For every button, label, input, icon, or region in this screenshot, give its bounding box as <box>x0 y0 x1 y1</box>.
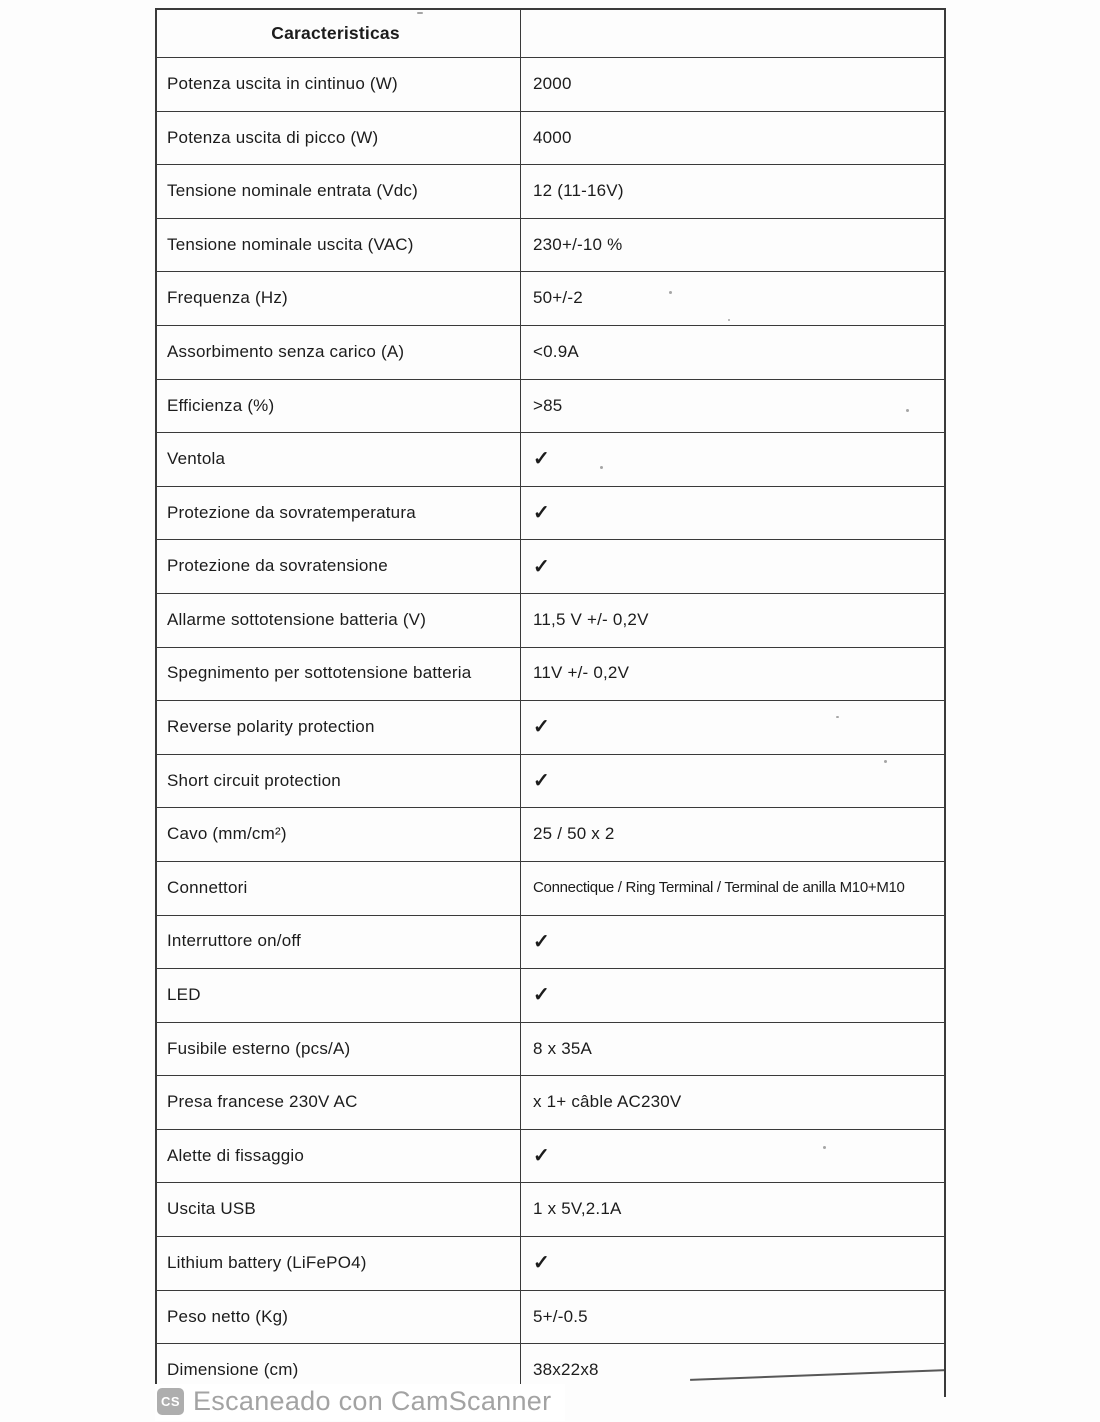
table-row <box>157 1290 944 1344</box>
row-label: Presa francese 230V AC <box>157 1076 521 1129</box>
row-label: LED <box>157 969 521 1022</box>
table-header-row <box>157 10 944 57</box>
row-label: Dimensione (cm) <box>157 1344 521 1397</box>
row-label: Connettori <box>157 862 521 915</box>
row-value: ✓ <box>533 555 550 578</box>
row-label: Potenza uscita in cintinuo (W) <box>157 58 521 111</box>
table-row <box>157 968 944 1022</box>
row-value: ✓ <box>533 716 550 739</box>
table-row <box>157 1129 944 1183</box>
row-label: Potenza uscita di picco (W) <box>157 112 521 165</box>
table-row <box>157 861 944 915</box>
row-value: 25 / 50 x 2 <box>533 824 615 844</box>
row-label: Fusibile esterno (pcs/A) <box>157 1023 521 1076</box>
scan-speck <box>669 291 672 294</box>
table-row <box>157 647 944 701</box>
row-value: 2000 <box>533 73 572 93</box>
row-value: 5+/-0.5 <box>533 1306 588 1326</box>
table-row <box>157 486 944 540</box>
table-row <box>157 915 944 969</box>
row-value: Connectique / Ring Terminal / Terminal de anilla M10+M10 <box>533 878 905 896</box>
table-row <box>157 164 944 218</box>
table-row <box>157 807 944 861</box>
row-label: Peso netto (Kg) <box>157 1291 521 1344</box>
table-row <box>157 700 944 754</box>
row-value: 50+/-2 <box>533 288 583 308</box>
row-label: Reverse polarity protection <box>157 701 521 754</box>
table-row <box>157 1236 944 1290</box>
table-row <box>157 593 944 647</box>
scan-speck <box>823 1146 826 1149</box>
row-value: 38x22x8 <box>533 1360 599 1380</box>
row-value: 8 x 35A <box>533 1038 593 1058</box>
table-row <box>157 1075 944 1129</box>
camscanner-watermark <box>155 1384 565 1421</box>
spec-table-rows <box>157 57 944 1397</box>
table-row <box>157 539 944 593</box>
row-value: ✓ <box>533 448 550 471</box>
row-label: Short circuit protection <box>157 755 521 808</box>
scan-speck <box>836 716 839 718</box>
table-header-label: Caracteristicas <box>157 10 521 57</box>
table-row <box>157 1022 944 1076</box>
row-label: Ventola <box>157 433 521 486</box>
row-label: Protezione da sovratensione <box>157 540 521 593</box>
row-value: 11,5 V +/- 0,2V <box>533 609 649 629</box>
row-value: ✓ <box>533 1145 550 1168</box>
row-value: ✓ <box>533 1252 550 1275</box>
row-label: Frequenza (Hz) <box>157 272 521 325</box>
row-value: ✓ <box>533 984 550 1007</box>
row-value: 11V +/- 0,2V <box>533 663 630 683</box>
table-row <box>157 325 944 379</box>
row-value: 12 (11-16V) <box>533 181 624 201</box>
row-label: Alette di fissaggio <box>157 1130 521 1183</box>
row-value: 4000 <box>533 127 572 147</box>
row-label: Tensione nominale entrata (Vdc) <box>157 165 521 218</box>
table-row <box>157 432 944 486</box>
row-label: Cavo (mm/cm²) <box>157 808 521 861</box>
row-value: >85 <box>533 395 563 415</box>
row-value: <0.9A <box>533 341 579 361</box>
row-value: 1 x 5V,2.1A <box>533 1199 622 1219</box>
table-row <box>157 111 944 165</box>
row-label: Allarme sottotensione batteria (V) <box>157 594 521 647</box>
row-value: ✓ <box>533 930 550 953</box>
row-value: ✓ <box>533 770 550 793</box>
table-row <box>157 57 944 111</box>
camscanner-icon: CS <box>157 1388 184 1415</box>
row-label: Uscita USB <box>157 1183 521 1236</box>
table-row <box>157 379 944 433</box>
watermark-text: Escaneado con CamScanner <box>193 1386 552 1416</box>
table-row <box>157 754 944 808</box>
row-label: Lithium battery (LiFePO4) <box>157 1237 521 1290</box>
table-row <box>157 271 944 325</box>
scan-speck <box>884 760 887 763</box>
table-header-value <box>521 10 944 57</box>
row-value: ✓ <box>533 502 550 525</box>
row-label: Efficienza (%) <box>157 380 521 433</box>
row-label: Protezione da sovratemperatura <box>157 487 521 540</box>
scan-speck <box>600 466 603 469</box>
row-value: 230+/-10 % <box>533 234 623 254</box>
spec-table <box>155 8 946 1397</box>
scan-speck <box>906 409 909 412</box>
table-row <box>157 218 944 272</box>
scan-speck <box>728 319 730 321</box>
row-value: x 1+ câble AC230V <box>533 1092 682 1112</box>
row-label: Tensione nominale uscita (VAC) <box>157 219 521 272</box>
scan-speck <box>417 12 423 14</box>
row-label: Spegnimento per sottotensione batteria <box>157 648 521 701</box>
row-label: Interruttore on/off <box>157 916 521 969</box>
table-row <box>157 1182 944 1236</box>
row-label: Assorbimento senza carico (A) <box>157 326 521 379</box>
